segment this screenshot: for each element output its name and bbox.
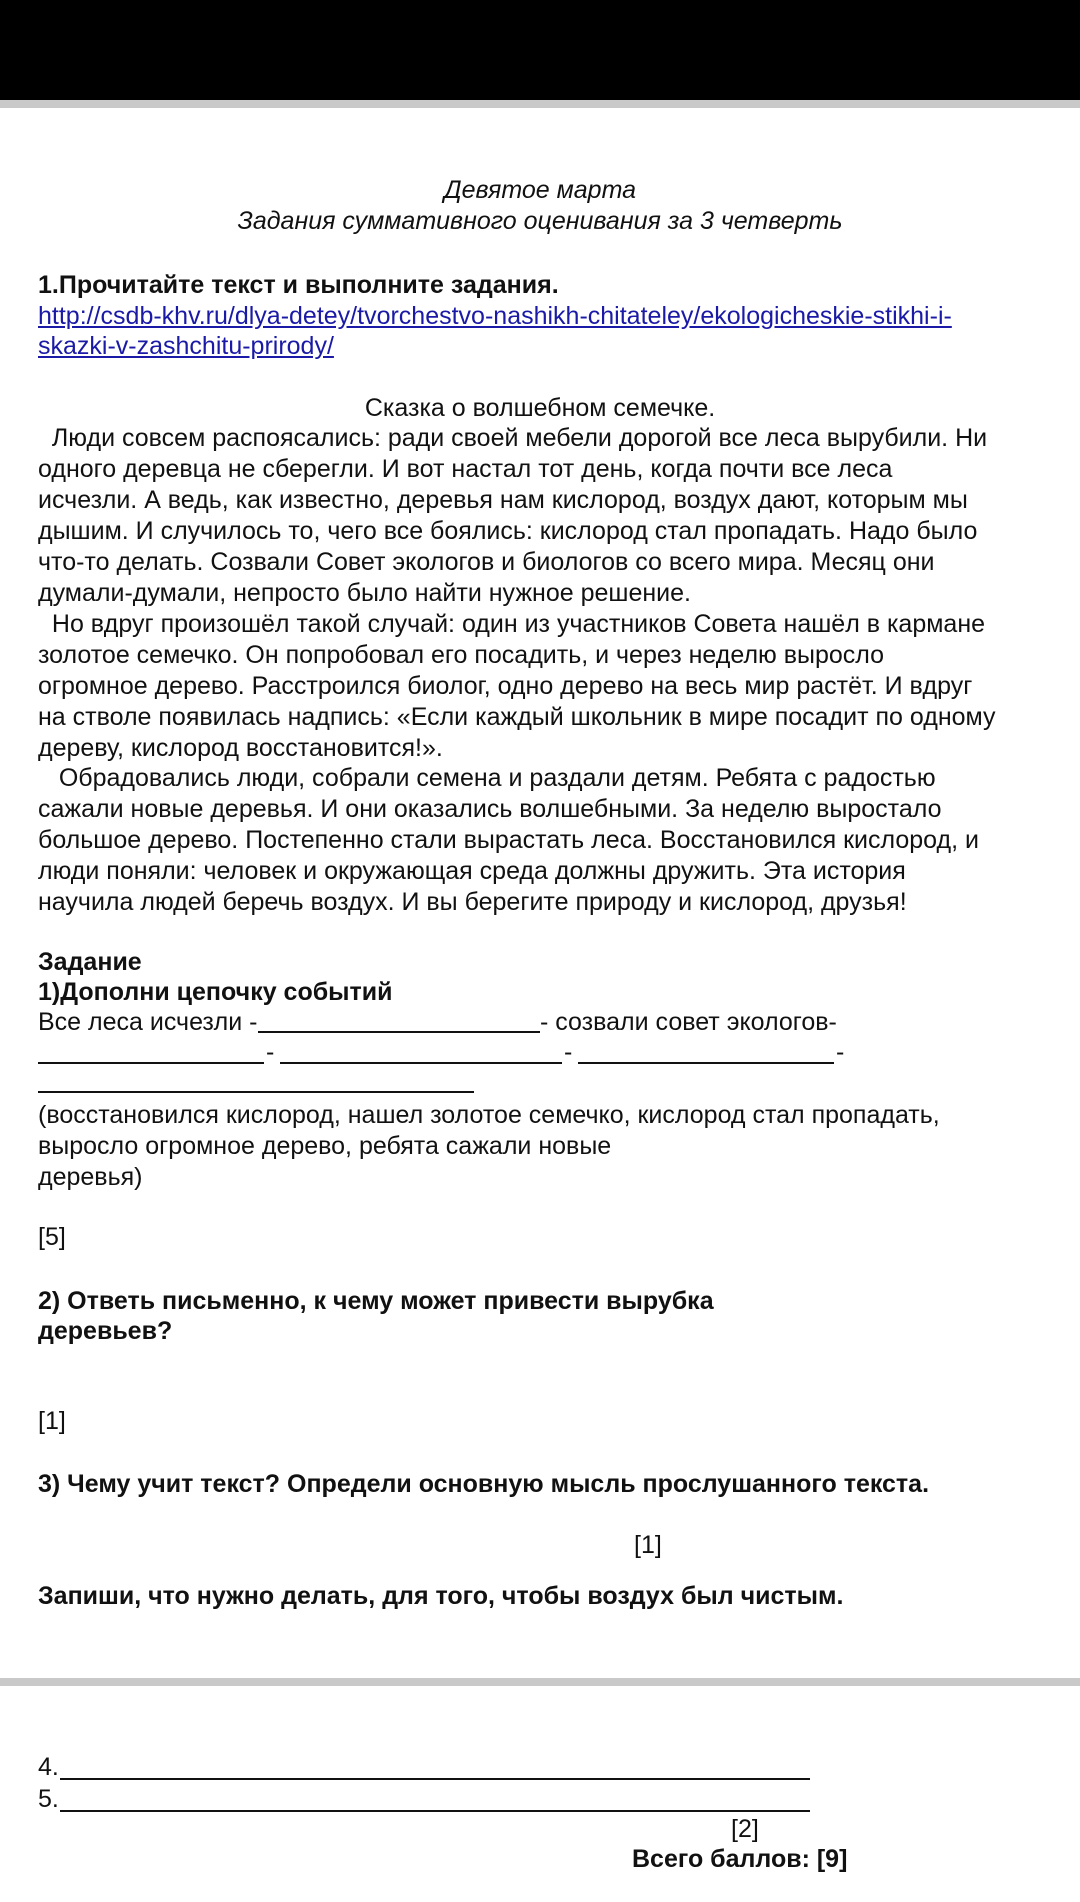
chain-dash: - xyxy=(266,1038,275,1066)
q4-score: [2] xyxy=(731,1815,759,1843)
story-line: Люди совсем распоясались: ради своей мебели дорогой все леса вырубили. Ни xyxy=(38,424,988,452)
chain-dash: - xyxy=(836,1038,845,1066)
page-top-divider xyxy=(0,100,1080,108)
answer-label-5: 5. xyxy=(38,1785,59,1813)
q4-text: Запиши, что нужно делать, для того, чтобы воздух был чистым. xyxy=(38,1582,844,1610)
story-line: думали-думали, непросто было найти нужное решение. xyxy=(38,579,691,607)
q1-options: (восстановился кислород, нашел золотое семечко, кислород стал пропадать, xyxy=(38,1101,940,1129)
story-line: большое дерево. Постепенно стали вырастать леса. Восстановился кислород, и xyxy=(38,826,979,854)
story-line: люди поняли: человек и окружающая среда должны дружить. Эта история xyxy=(38,857,906,885)
answer-label-4: 4. xyxy=(38,1753,59,1781)
story-line: огромное дерево. Расстроился биолог, одно дерево на весь мир растёт. И вдруг xyxy=(38,672,973,700)
story-line: дышим. И случилось то, чего все боялись: кислород стал пропадать. Надо было xyxy=(38,517,978,545)
story-paragraph-1 xyxy=(38,423,1048,609)
story-line: на стволе появилась надпись: «Если каждый школьник в мире посадит по одному xyxy=(38,703,996,731)
story-line: научила людей беречь воздух. И вы берегите природу и кислород, друзья! xyxy=(38,888,907,916)
source-link[interactable] xyxy=(38,301,952,332)
story-line: дереву, кислород восстановится!». xyxy=(38,734,443,762)
document-subtitle: Задания суммативного оценивания за 3 четверть xyxy=(237,207,843,235)
answer-line-4[interactable] xyxy=(60,1778,810,1780)
source-link-line1[interactable]: http://csdb-khv.ru/dlya-detey/tvorchestvo-nashikh-chitateley/ekologicheskie-stikhi-i- xyxy=(38,302,952,330)
task1-heading: 1.Прочитайте текст и выполните задания. xyxy=(38,271,559,299)
document-date: Девятое марта xyxy=(443,176,637,204)
story-line: исчезли. А ведь, как известно, деревья нам кислород, воздух дают, которым мы xyxy=(38,486,968,514)
page-break-divider xyxy=(0,1678,1080,1686)
chain-blank-4[interactable] xyxy=(578,1062,834,1064)
story-line: сажали новые деревья. И они оказались волшебными. За неделю выростало xyxy=(38,795,942,823)
chain-dash: - xyxy=(564,1038,573,1066)
story-line: одного деревца не сберегли. И вот настал тот день, когда почти все леса xyxy=(38,455,893,483)
q1-title: 1)Дополни цепочку событий xyxy=(38,978,393,1006)
source-link-line2[interactable]: skazki-v-zashchitu-prirody/ xyxy=(38,332,334,360)
assignment-heading: Задание xyxy=(38,948,142,976)
q1-options: выросло огромное дерево, ребята сажали новые xyxy=(38,1132,612,1160)
q1-score: [5] xyxy=(38,1223,66,1251)
q2-text: деревьев? xyxy=(38,1317,173,1345)
story-paragraph-2 xyxy=(38,609,1048,764)
top-black-bar xyxy=(0,0,1080,100)
story-line: Обрадовались люди, собрали семена и раздали детям. Ребята с радостью xyxy=(38,764,936,792)
chain-blank-1[interactable] xyxy=(258,1031,540,1033)
q2-score: [1] xyxy=(38,1407,66,1435)
total-score: Всего баллов: [9] xyxy=(632,1845,848,1873)
story-line: Но вдруг произошёл такой случай: один из участников Совета нашёл в кармане xyxy=(38,610,986,638)
story-paragraph-3 xyxy=(38,763,1048,918)
chain-mid: - созвали совет экологов- xyxy=(540,1008,837,1036)
story-line: золотое семечко. Он попробовал его посадить, и через неделю выросло xyxy=(38,641,885,669)
q3-score: [1] xyxy=(634,1531,662,1559)
q1-options: деревья) xyxy=(38,1163,143,1191)
chain-blank-3[interactable] xyxy=(280,1062,562,1064)
story-title: Сказка о волшебном семечке. xyxy=(364,394,716,422)
source-link-cont[interactable] xyxy=(38,331,334,362)
chain-blank-5[interactable] xyxy=(38,1091,474,1093)
answer-line-5[interactable] xyxy=(60,1810,810,1812)
q2-text: 2) Ответь письменно, к чему может привести вырубка xyxy=(38,1287,714,1315)
story-line: что-то делать. Созвали Совет экологов и биологов со всего мира. Месяц они xyxy=(38,548,935,576)
chain-start: Все леса исчезли - xyxy=(38,1008,258,1036)
q3-text: 3) Чему учит текст? Определи основную мысль прослушанного текста. xyxy=(38,1470,930,1498)
chain-blank-2[interactable] xyxy=(38,1062,264,1064)
